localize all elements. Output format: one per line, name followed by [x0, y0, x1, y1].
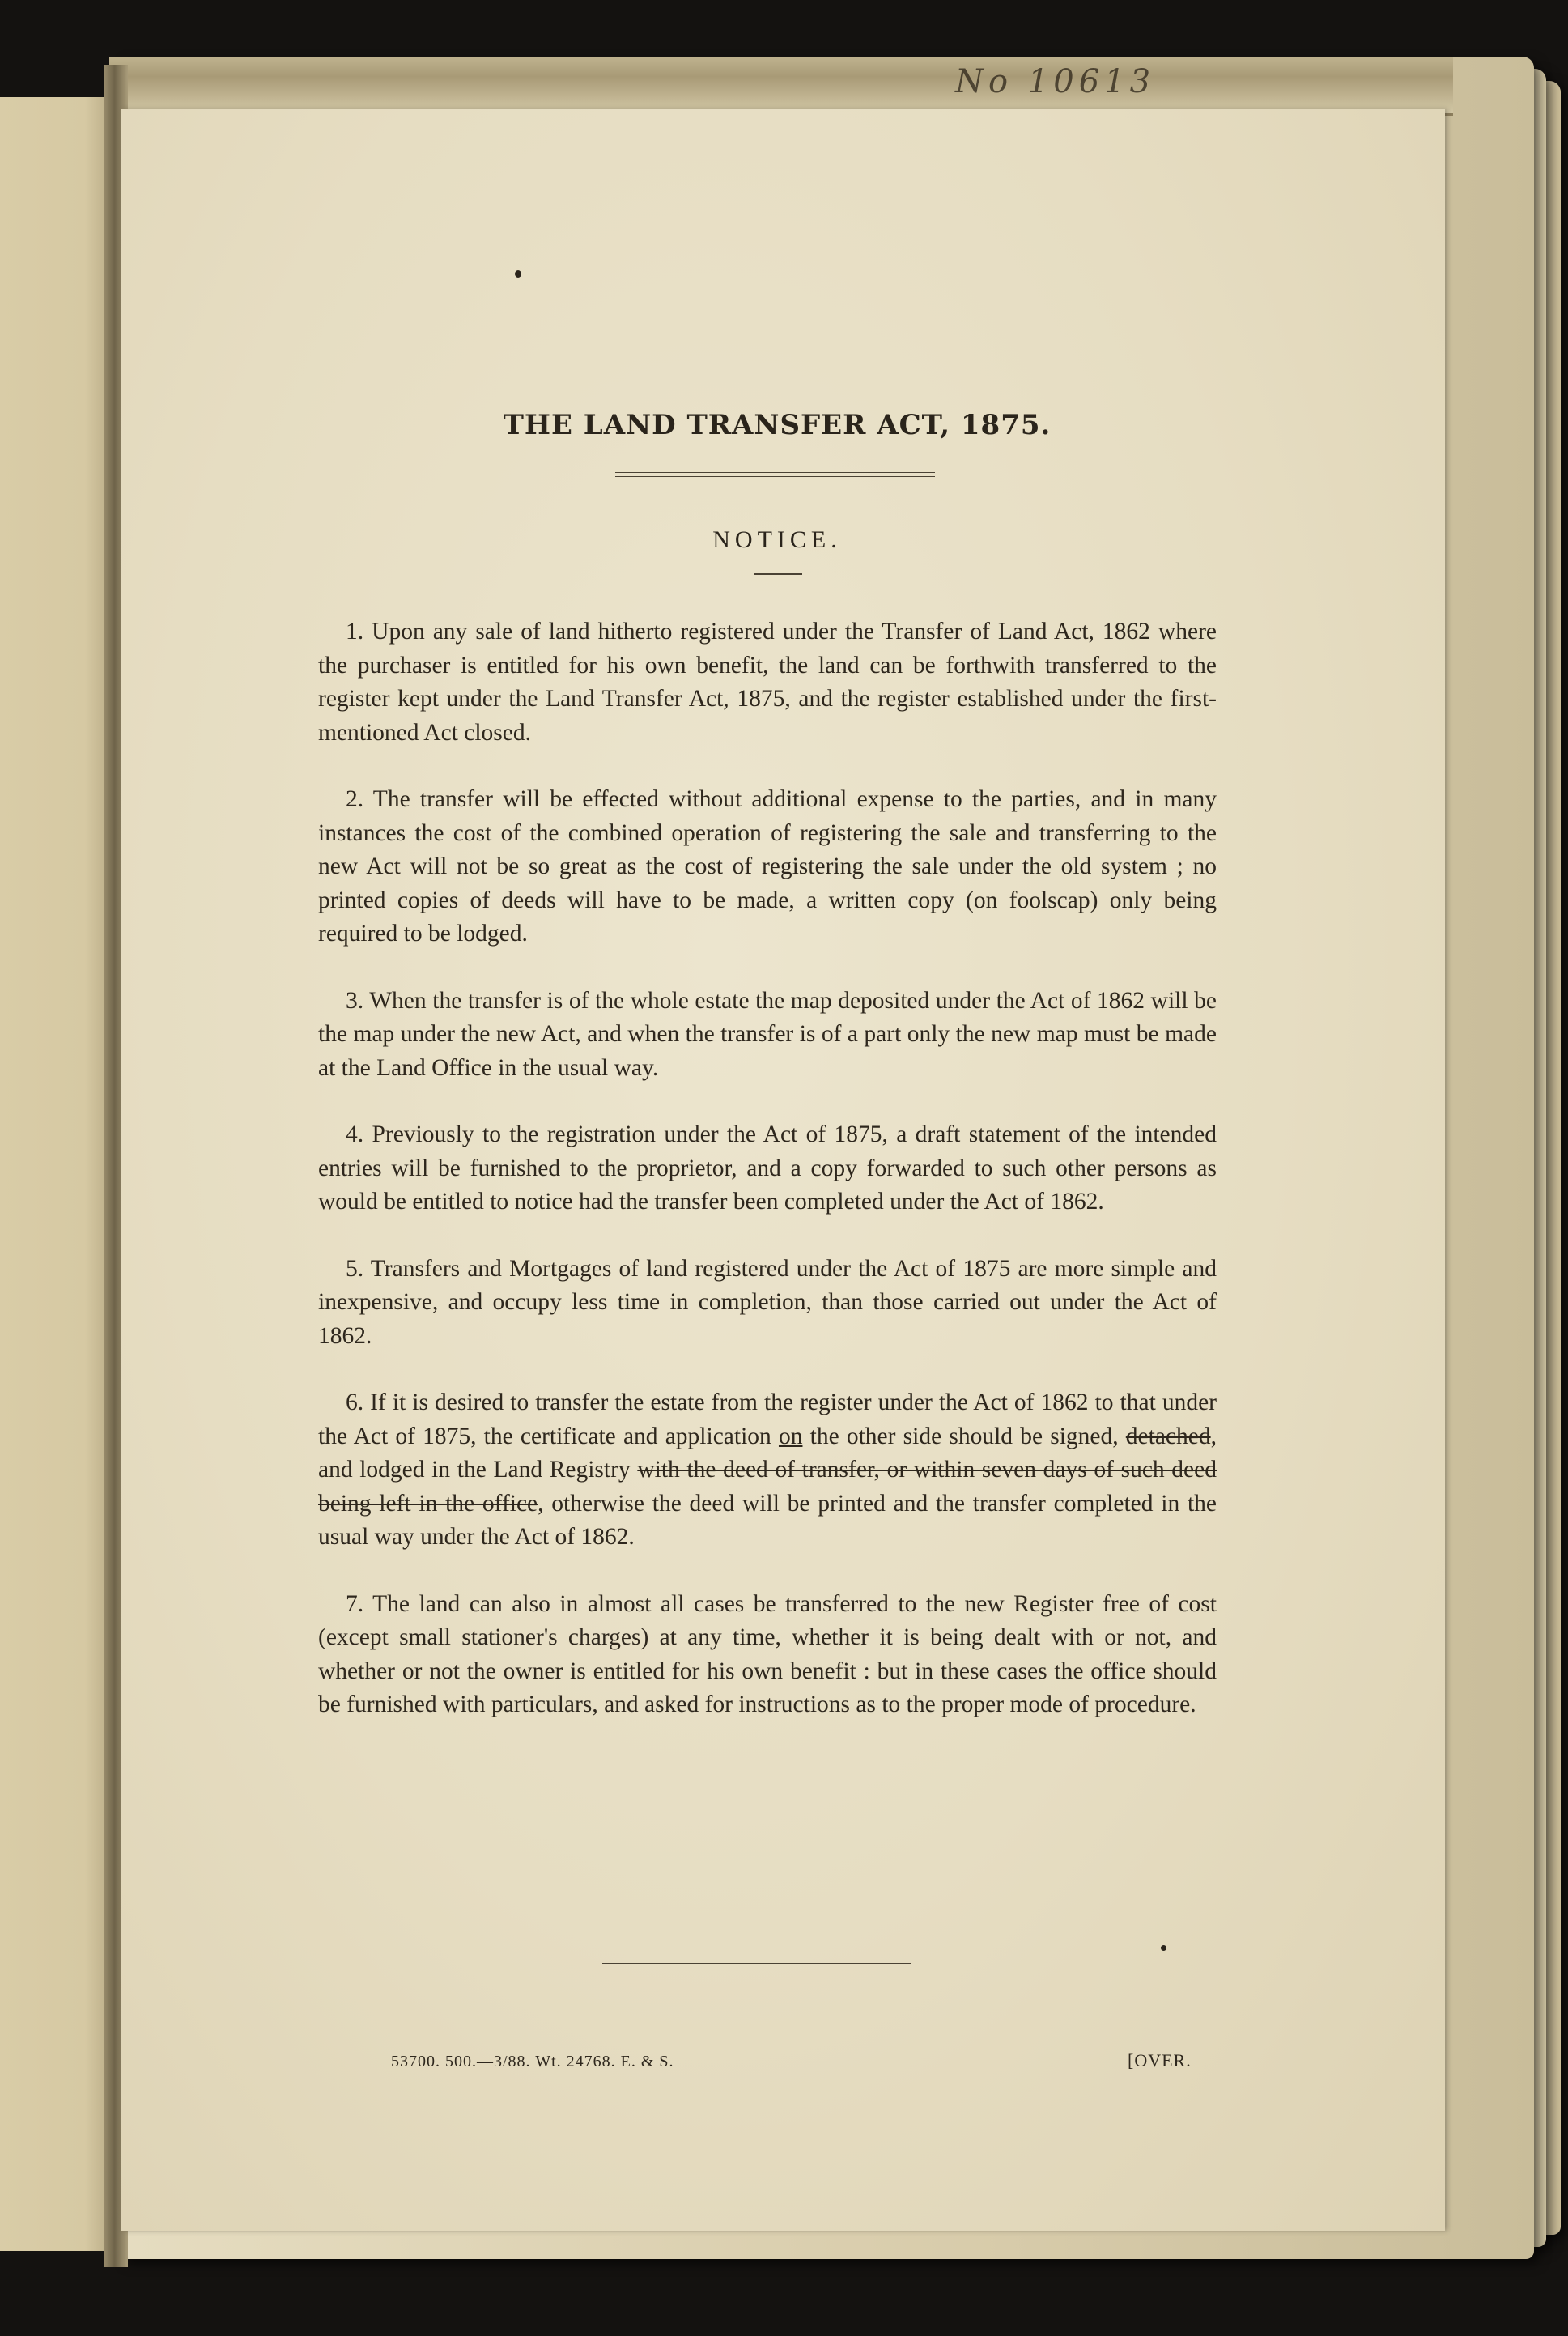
paragraph-5: 5. Transfers and Mortgages of land registered under the Act of 1875 are more simple and inexpensive, and occupy less time in completion, than those carried out under the Act of 1862.	[318, 1255, 1217, 1349]
struck-passage: with the deed of transfer, or within seven days of such deed being left in the office	[318, 1457, 1217, 1517]
paragraph-6-text: 6. If it is desired to transfer the estate from the register under the Act of 1862 to that under the Act of 1875, the certificate and application	[318, 1389, 1217, 1449]
page-top-edge	[109, 57, 1453, 116]
handwritten-reference: No 10613	[955, 63, 1156, 100]
ink-speck	[1161, 1945, 1166, 1951]
document-title: THE LAND TRANSFER ACT, 1875.	[503, 409, 1052, 441]
paragraph-6-text: , otherwise the deed will be printed and the transfer completed in the usual way under the Act of 1862.	[318, 1490, 1217, 1550]
underlined-word: on	[778, 1423, 803, 1449]
struck-word: detached	[1125, 1423, 1211, 1449]
paragraph-3: 3. When the transfer is of the whole estate the map deposited under the Act of 1862 will be the map under the new Act, and when the transfer is of a part only the new map must be made at the Land Office in the usual way.	[318, 987, 1217, 1081]
paragraph-7: 7. The land can also in almost all cases be transferred to the new Register free of cost (except small stationer's charges) at any time, whether it is being dealt with or not, and whether or not the owner is entitled for his own benefit : but in these cases the office should be furnished with particulars, and asked for instructions as to the proper mode of procedure.	[318, 1590, 1217, 1717]
ink-speck	[515, 270, 521, 278]
over-marker: [OVER.	[1128, 2050, 1192, 2070]
paragraph-6-text: , and lodged in the Land Registry	[318, 1423, 1217, 1483]
printer-imprint: 53700. 500.—3/88. Wt. 24768. E. & S.	[391, 2053, 674, 2070]
paragraph-2: 2. The transfer will be effected without additional expense to the parties, and in many instances the cost of the combined operation of registering the sale and transferring to the new Act will not be so great as the cost of registering the sale under the old system ; no printed copies of deeds will have to be made, a written copy (on foolscap) only being required to be lodged.	[318, 786, 1217, 947]
paragraph-4: 4. Previously to the registration under the Act of 1875, a draft statement of the intended entries will be furnished to the proprietor, and a copy forwarded to such other persons as would be entitled to notice had the transfer been completed under the Act of 1862.	[318, 1121, 1217, 1215]
paragraph-6-text: the other side should be signed,	[802, 1423, 1126, 1449]
paragraph-1: 1. Upon any sale of land hitherto registered under the Transfer of Land Act, 1862 where the purchaser is entitled for his own benefit, the land can be forthwith transferred to the register kept under the Land Transfer Act, 1875, and the register established under the first-mentioned Act closed.	[318, 619, 1217, 746]
notice-body	[318, 615, 1217, 1755]
title-double-rule	[615, 472, 935, 477]
paragraph-6	[318, 1386, 1217, 1555]
notice-heading: NOTICE.	[712, 526, 842, 553]
heading-rule	[754, 573, 802, 575]
closing-rule	[602, 1963, 911, 1964]
